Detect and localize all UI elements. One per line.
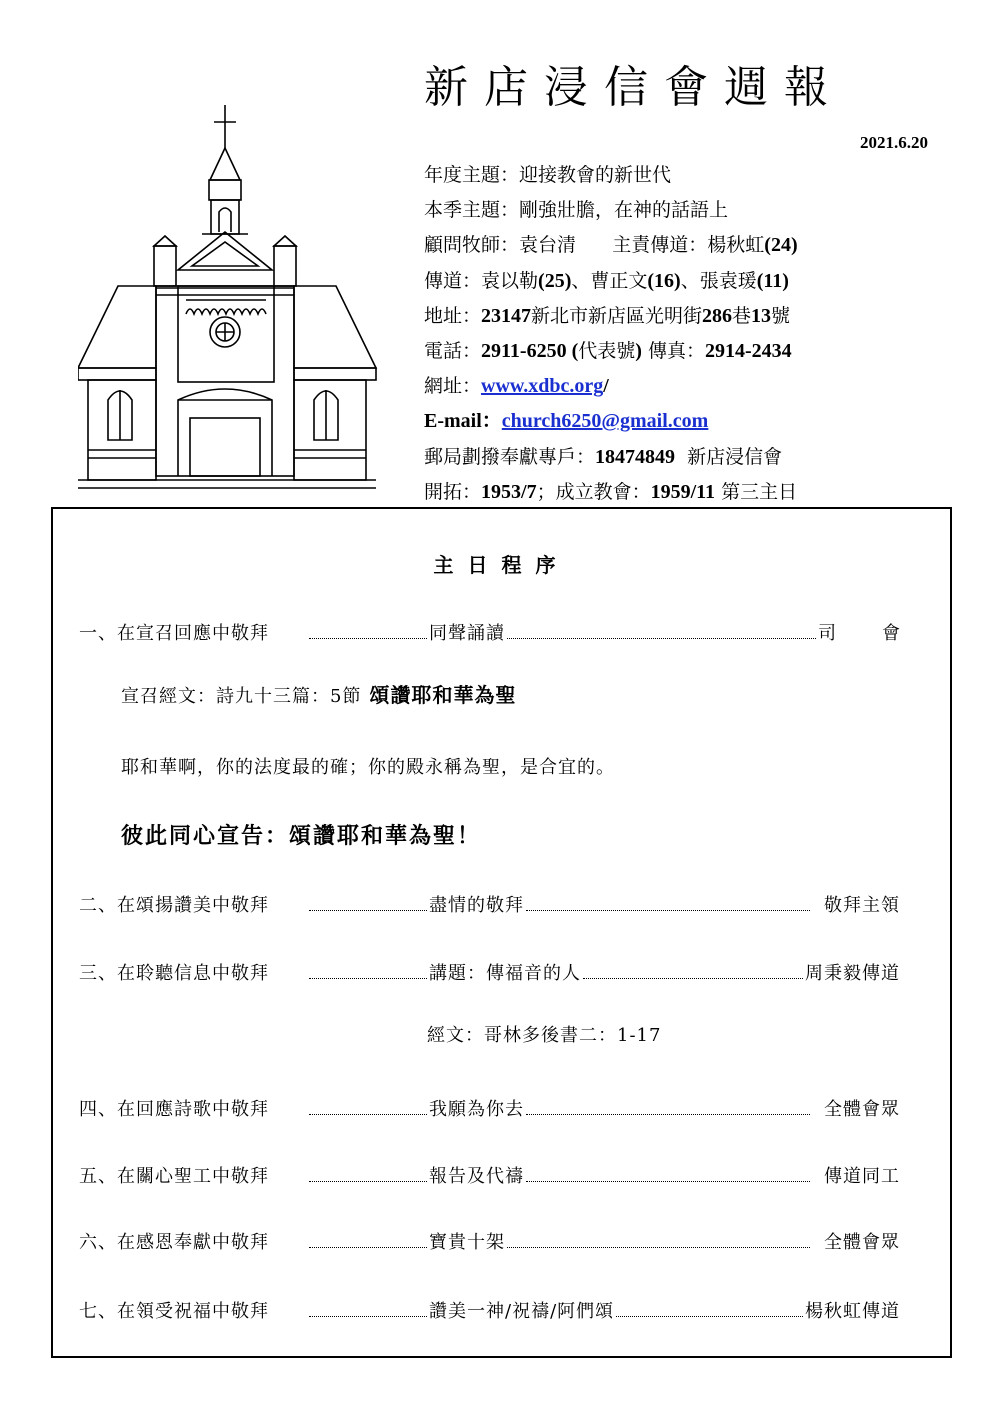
address-number: 286 [702, 304, 733, 327]
church-illustration [78, 100, 378, 495]
declaration: 彼此同心宣告：頌讚耶和華為聖！ [121, 823, 482, 849]
preacher-num: (16) [647, 269, 681, 292]
program-row [79, 615, 946, 645]
program-leader: 周秉毅傳道 [805, 963, 900, 984]
address-label: 地址： [424, 304, 482, 327]
program-label: 二、在頌揚讚美中敬拜 [79, 895, 269, 916]
program-label: 三、在聆聽信息中敬拜 [79, 963, 269, 984]
email-label: E-mail： [424, 410, 502, 433]
program-item: 盡情的敬拜 [429, 895, 524, 916]
leader-dots [583, 978, 803, 979]
program-label: 五、在關心聖工中敬拜 [79, 1166, 269, 1187]
founded-line [424, 475, 964, 510]
postal-line [424, 440, 964, 475]
preachers-label: 傳道： [424, 269, 482, 292]
program-title: 主日程序 [433, 553, 570, 577]
program-row [79, 1091, 900, 1121]
annual-theme: 年度主題：迎接教會的新世代 [424, 164, 672, 186]
bulletin-title: 新店浸信會週報 [424, 62, 844, 113]
program-label: 四、在回應詩歌中敬拜 [79, 1099, 269, 1120]
program-item: 報告及代禱 [429, 1166, 524, 1187]
program-row [79, 1293, 900, 1323]
leader-dots [309, 978, 427, 979]
address-line [424, 299, 964, 334]
verse-reference-text: 宣召經文：詩九十三篇：5節 [121, 686, 362, 707]
phone-label: 電話： [424, 340, 482, 363]
program-label: 七、在領受祝福中敬拜 [79, 1301, 269, 1322]
leader-dots [309, 910, 427, 911]
preacher-num: (11) [756, 269, 789, 292]
founded-label: 開拓： [424, 480, 482, 503]
chief-preacher-num: (24) [764, 234, 798, 257]
phone-line [424, 334, 964, 369]
leader-dots [526, 910, 810, 911]
leader-dots [309, 1316, 427, 1317]
leader-dots [309, 638, 427, 639]
phone-number: 2911-6250 ( [481, 340, 579, 363]
address-zip: 23147 [481, 304, 532, 327]
program-row [79, 1158, 900, 1188]
address-part: 巷 [732, 304, 752, 327]
program-leader: 全體會眾 [824, 1232, 900, 1253]
website-suffix: / [603, 375, 609, 398]
established-date: 1959/11 [650, 480, 716, 503]
verse-reference [121, 679, 516, 708]
verse-text: 耶和華啊，你的法度最的確；你的殿永稱為聖，是合宜的。 [121, 757, 615, 778]
pastors-line [424, 228, 964, 263]
address-part: 號 [771, 304, 791, 327]
leader-dots [309, 1181, 427, 1182]
program-leader: 傳道同工 [824, 1166, 900, 1187]
program-row [79, 1224, 900, 1254]
program-item: 講題：傳福音的人 [429, 963, 581, 984]
program-item: 同聲誦讀 [429, 623, 505, 644]
leader-dots [526, 1114, 810, 1115]
chief-preacher: 主責傳道：楊秋虹 [612, 234, 765, 257]
program-leader: 敬拜主領 [824, 895, 900, 916]
preacher-name: 曹正文 [590, 269, 648, 292]
preacher-num: (25) [538, 269, 572, 292]
leader-dots [507, 1247, 810, 1248]
preachers-line: 傳道：袁以勒(25)、曹正文(16)、張袁瑗(11) [424, 269, 789, 292]
program-item: 我願為你去 [429, 1099, 524, 1120]
leader-dots [526, 1181, 810, 1182]
program-item: 讚美一神/祝禱/阿們頌 [429, 1301, 615, 1322]
leader-dots [507, 638, 816, 639]
fax-number: 2914-2434 [704, 340, 792, 363]
preacher-name: 袁以勒 [481, 269, 539, 292]
verse-title: 頌讚耶和華為聖 [369, 683, 517, 707]
program-leader: 司會 [818, 623, 946, 644]
leader-dots [309, 1247, 427, 1248]
program-item: 寶貴十架 [429, 1232, 505, 1253]
program-row [79, 887, 900, 917]
bulletin-date: 2021.6.20 [860, 133, 928, 152]
program-row [79, 955, 900, 985]
scripture-reference: 經文：哥林多後書二：1-17 [427, 1025, 662, 1046]
advisor-pastor: 顧問牧師：袁台清 [424, 234, 577, 257]
season-theme: 本季主題：剛強壯膽，在神的話語上 [424, 199, 729, 222]
phone-note: 代表號 [578, 340, 636, 363]
postal-label: 郵局劃撥奉獻專戶： [424, 445, 596, 468]
email-link[interactable]: church6250@gmail.com [501, 410, 709, 433]
program-leader: 全體會眾 [824, 1099, 900, 1120]
program-label: 六、在感恩奉獻中敬拜 [79, 1232, 269, 1253]
founded-date: 1953/7 [481, 480, 537, 503]
leader-dots [616, 1316, 803, 1317]
preacher-name: 張袁瑗 [699, 269, 757, 292]
phone-close: ) [635, 340, 642, 363]
website-link[interactable]: www.xdbc.org [481, 375, 604, 398]
program-label: 一、在宣召回應中敬拜 [79, 623, 269, 644]
postal-number: 18474849 [595, 445, 676, 468]
email-line [424, 404, 964, 439]
fax-label: 傳真： [647, 340, 705, 363]
address-part: 新北市新店區光明街 [531, 304, 703, 327]
sunday-label: 第三主日 [721, 480, 798, 503]
church-info [424, 158, 964, 510]
address-number: 13 [751, 304, 772, 327]
program-leader: 楊秋虹傳道 [805, 1301, 900, 1322]
website-line [424, 369, 964, 404]
website-label: 網址： [424, 375, 482, 398]
leader-dots [309, 1114, 427, 1115]
program-box [51, 507, 952, 1358]
established-label: ；成立教會： [536, 480, 651, 503]
postal-name: 新店浸信會 [687, 445, 783, 468]
